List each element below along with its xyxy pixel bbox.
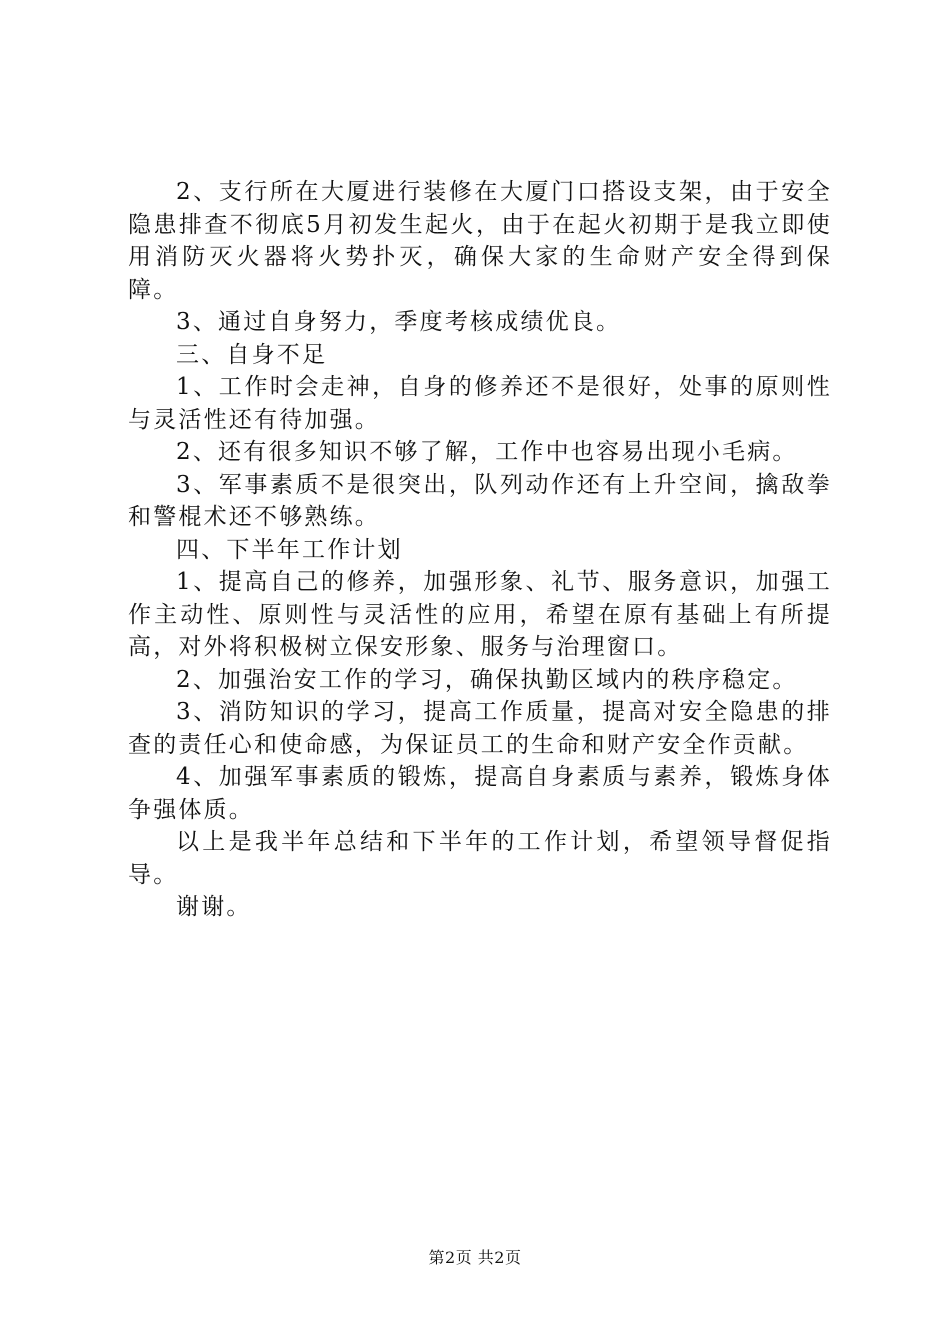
paragraph: 2、加强治安工作的学习，确保执勤区域内的秩序稳定。 <box>176 666 798 693</box>
section-heading: 三、自身不足 <box>176 341 328 368</box>
paragraph: 4、加强军事素质的锻炼，提高自身素质与素养，锻炼身体争强体质。 <box>128 764 832 823</box>
section-heading: 四、下半年工作计划 <box>176 536 403 563</box>
paragraph: 3、通过自身努力，季度考核成绩优良。 <box>176 309 622 335</box>
page-number-footer: 第2页 共2页 <box>428 1248 522 1267</box>
paragraph: 1、提高自己的修养，加强形象、礼节、服务意识，加强工作主动性、原则性与灵活性的应用，希望在原有基础上有所提高，对外将积极树立保安形象、服务与治理窗口。 <box>128 569 832 660</box>
paragraph: 1、工作时会走神，自身的修养还不是很好，处事的原则性与灵活性还有待加强。 <box>128 374 832 433</box>
closing-paragraph: 以上是我半年总结和下半年的工作计划，希望领导督促指导。 <box>128 829 832 888</box>
paragraph: 3、消防知识的学习，提高工作质量，提高对安全隐患的排查的责任心和使命感，为保证员工的生命和财产安全作贡献。 <box>128 699 832 758</box>
paragraph: 2、还有很多知识不够了解，工作中也容易出现小毛病。 <box>176 439 798 465</box>
document-body <box>128 176 832 924</box>
paragraph: 2、支行所在大厦进行装修在大厦门口搭设支架，由于安全隐患排查不彻底5月初发生起火，由于在起火初期于是我立即使用消防灭火器将火势扑灭，确保大家的生命财产安全得到保障。 <box>128 179 832 303</box>
paragraph: 3、军事素质不是很突出，队列动作还有上升空间，擒敌拳和警棍术还不够熟练。 <box>128 471 832 530</box>
closing-thanks: 谢谢。 <box>176 894 252 920</box>
